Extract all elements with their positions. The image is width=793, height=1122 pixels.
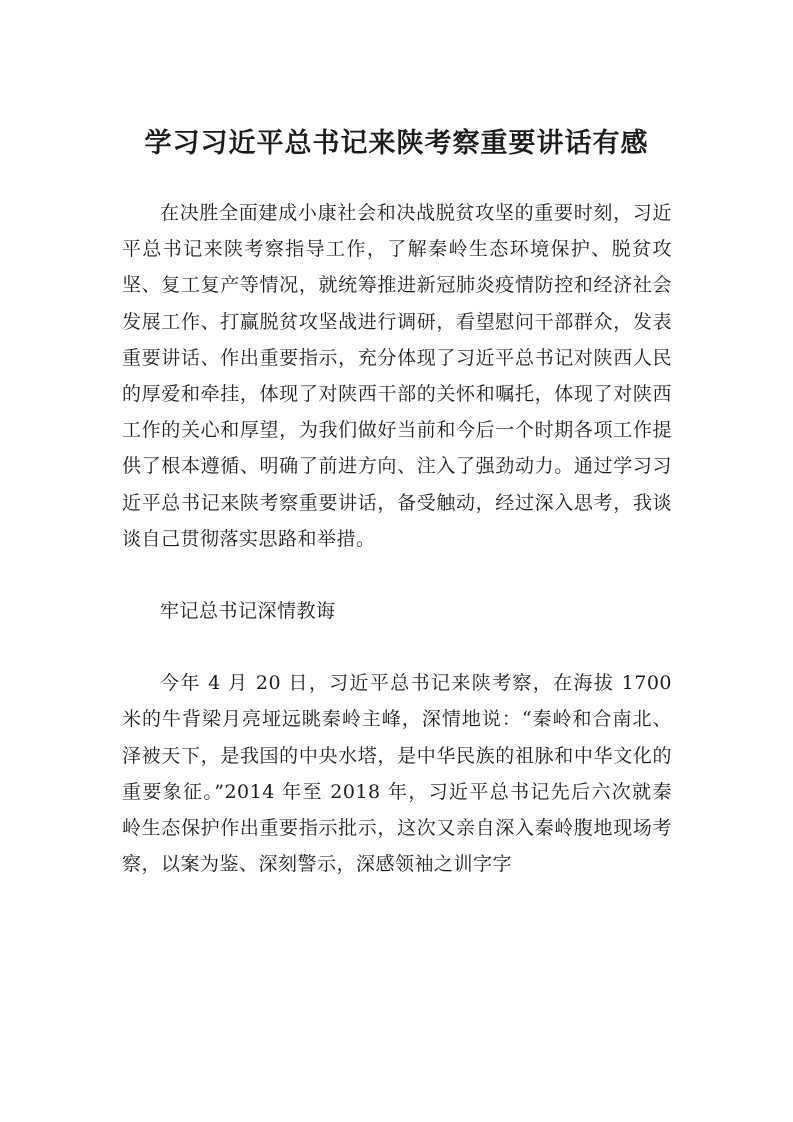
- paragraph-section-1: 今年 4 月 20 日，习近平总书记来陕考察，在海拔 1700 米的牛背梁月亮垭远眺秦岭主峰，深情地说：“秦岭和合南北、泽被天下，是我国的中央水塔，是中华民族的祖脉和中华文化的重要象征。”2014 年至 2018 年，习近平总书记先后六次就秦岭生态保护作出重要指示批示，这次又亲自深入秦岭腹地现场考察，以案为鉴、深刻警示，深感领袖之训字字: [122, 672, 672, 876]
- paragraph-intro: 在决胜全面建成小康社会和决战脱贫攻坚的重要时刻，习近平总书记来陕考察指导工作，了解秦岭生态环境保护、脱贫攻坚、复工复产等情况，就统筹推进新冠肺炎疫情防控和经济社会发展工作、打赢脱贫攻坚战进行调研，看望慰问干部群众，发表重要讲话、作出重要指示，充分体现了习近平总书记对陕西人民的厚爱和牵挂，体现了对陕西干部的关怀和嘱托，体现了对陕西工作的关心和厚望，为我们做好当前和今后一个时期各项工作提供了根本遵循、明确了前进方向、注入了强劲动力。通过学习习近平总书记来陕考察重要讲话，备受触动，经过深入思考，我谈谈自己贯彻落实思路和举措。: [122, 202, 672, 550]
- paragraph-gap: [122, 629, 672, 665]
- paragraph-gap: [122, 557, 672, 593]
- document-title: 学习习近平总书记来陕考察重要讲话有感: [144, 128, 649, 159]
- document-body: [122, 195, 672, 882]
- section-heading: 牢记总书记深情教诲: [160, 600, 336, 623]
